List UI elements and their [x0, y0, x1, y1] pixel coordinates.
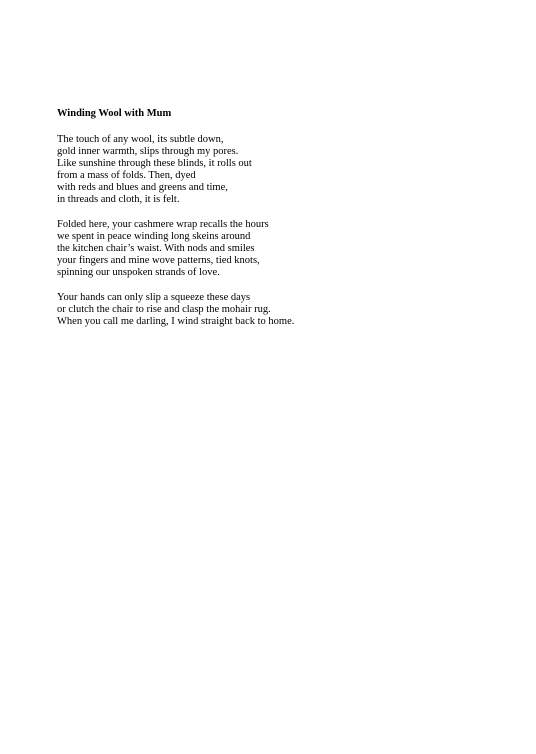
- stanza-2: [57, 219, 517, 279]
- poem-line: gold inner warmth, slips through my pores.: [57, 146, 239, 158]
- poem: [57, 107, 517, 341]
- stanza-3: [57, 292, 517, 328]
- poem-line: Folded here, your cashmere wrap recalls the hours: [57, 219, 269, 231]
- poem-line: or clutch the chair to rise and clasp the mohair rug.: [57, 304, 271, 316]
- poem-line: Your hands can only slip a squeeze these days: [57, 292, 251, 304]
- poem-line: When you call me darling, I wind straight back to home.: [57, 316, 295, 328]
- poem-line: in threads and cloth, it is felt.: [57, 194, 180, 206]
- stanza-1: [57, 134, 517, 207]
- poem-line: spinning our unspoken strands of love.: [57, 267, 220, 279]
- poem-line: we spent in peace winding long skeins around: [57, 231, 251, 243]
- poem-title: Winding Wool with Mum: [57, 108, 172, 119]
- poem-line: the kitchen chair’s waist. With nods and smiles: [57, 243, 255, 255]
- poem-line: from a mass of folds. Then, dyed: [57, 170, 196, 182]
- poem-line: The touch of any wool, its subtle down,: [57, 134, 224, 145]
- poem-line: with reds and blues and greens and time,: [57, 182, 228, 194]
- poem-line: your fingers and mine wove patterns, tied knots,: [57, 255, 260, 267]
- poem-line: Like sunshine through these blinds, it rolls out: [57, 158, 252, 170]
